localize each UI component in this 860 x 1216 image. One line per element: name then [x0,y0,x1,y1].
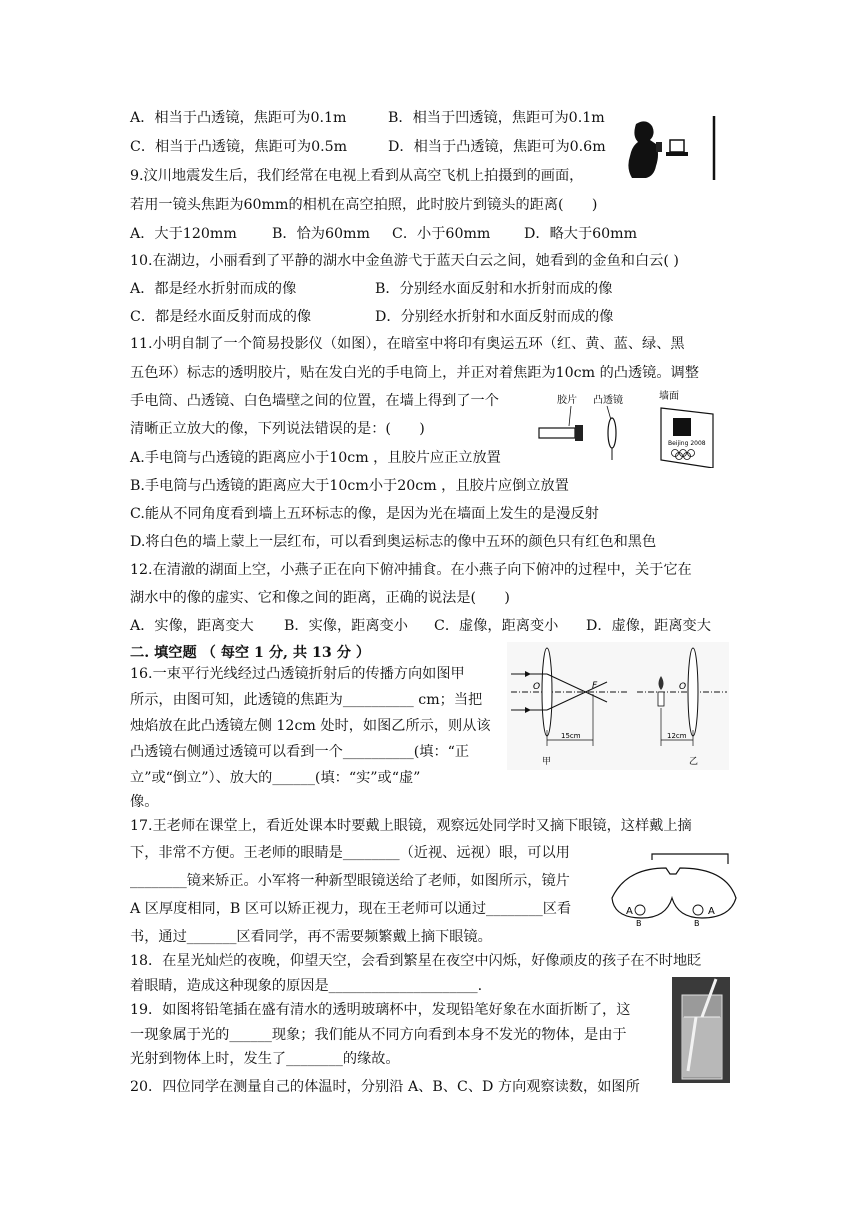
q12-stem-line1: 12.在清澈的湖面上空，小燕子正在向下俯冲捕食。在小燕子向下俯冲的过程中，关于它在 [130,562,692,578]
q16-lens-figure [507,642,729,770]
q18-line2: 着眼睛，造成这种现象的原因是_____________________. [130,978,483,994]
q19-line3: 光射到物体上时，发生了________的缘故。 [130,1051,400,1067]
q11-option-b: B.手电筒与凸透镜的距离应大于10cm小于20cm ，且胶片应倒立放置 [130,478,569,494]
q11-option-c: C.能从不同角度看到墙上五环标志的像，是因为光在墙面上发生的是漫反射 [130,506,599,522]
q11-stem-line2: 五色环）标志的透明胶片，贴在发白光的手电筒上，并正对着焦距为10cm 的凸透镜。调整 [130,365,699,381]
q16-fig-o1: O [533,682,541,692]
q18-line1: 18．在星光灿烂的夜晚，仰望天空，会看到繁星在夜空中闪烁，好像顽皮的孩子在不时地眨 [130,953,702,969]
q10-option-d: D．分别经水折射和水面反射而成的像 [375,309,614,325]
q8-option-b: B．相当于凹透镜，焦距可为0.1m [388,110,605,126]
q12-option-c: C．虚像，距离变小 [434,618,559,634]
q20-line1: 20．四位同学在测量自己的体温时，分别沿 A、B、C、D 方向观察读数，如图所 [130,1079,640,1095]
q19-line2: 一现象属于光的______现象；我们能从不同方向看到本身不发光的物体，是由于 [130,1027,627,1043]
q9-option-d: D．略大于60mm [524,226,638,242]
q10-option-a: A．都是经水折射而成的像 [130,281,297,297]
q11-stem-line3: 手电筒、凸透镜、白色墙壁之间的位置，在墙上得到了一个 [130,393,499,409]
q11-stem-line4: 清晰正立放大的像，下列说法错误的是：( ) [130,421,425,437]
q16-fig-d2: 12cm [667,732,687,740]
q10-stem: 10.在湖边，小丽看到了平静的湖水中金鱼游弋于蓝天白云之间，她看到的金鱼和白云( ) [130,253,679,269]
q9-option-a: A．大于120mm [130,226,237,242]
q17-fig-a-left: A [626,906,633,917]
q17-line5: 书，通过_______区看同学，再不需要频繁戴上摘下眼镜。 [130,929,492,945]
q17-glasses-figure [608,848,738,932]
q9-option-c: C．小于60mm [392,226,491,242]
q12-option-b: B．实像，距离变小 [284,618,408,634]
q9-option-b: B．恰为60mm [272,226,370,242]
q16-fig-jia: 甲 [542,757,552,767]
q8-figure [622,116,718,180]
q11-option-a: A.手电筒与凸透镜的距离应小于10cm ，且胶片应正立放置 [130,450,501,466]
q8-option-d: D．相当于凸透镜，焦距可为0.6m [388,139,606,155]
q12-stem-line2: 湖水中的像的虚实、它和像之间的距离，正确的说法是( ) [130,590,510,606]
q16-line2: 所示，由图可知，此透镜的焦距为__________ cm；当把 [130,692,483,708]
q17-line2: 下，非常不方便。王老师的眼睛是________（近视、远视）眼，可以用 [130,845,570,861]
q11-projector-figure [535,390,730,468]
q17-line4: A 区厚度相同，B 区可以矫正视力，现在王老师可以通过________区看 [130,901,572,917]
q19-pencil-glass-figure [672,977,730,1083]
q8-option-c: C．相当于凸透镜，焦距可为0.5m [130,139,348,155]
q17-fig-b-right: B [694,919,700,928]
q16-line5: 立”或“倒立”）、放大的______(填：“实”或“虚” [130,770,421,786]
q17-fig-a-right: A [708,906,715,917]
q11-label-wall: 墙面 [659,391,679,402]
q11-label-beijing: Beijing 2008 [668,440,706,447]
section-title: 二. 填空题 （ 每空 1 分, 共 13 分 ） [130,645,371,661]
q11-label-lens: 凸透镜 [593,395,623,406]
q16-fig-d1: 15cm [561,732,581,740]
q10-option-c: C．都是经水面反射而成的像 [130,309,312,325]
q11-label-film: 胶片 [557,395,577,406]
q12-option-d: D．虚像，距离变大 [586,618,711,634]
q11-option-d: D.将白色的墙上蒙上一层红布，可以看到奥运标志的像中五环的颜色只有红色和黑色 [130,534,657,550]
q17-line1: 17.王老师在课堂上，看近处课本时要戴上眼镜，观察远处同学时又摘下眼镜，这样戴上摘 [130,818,692,834]
q12-option-a: A．实像，距离变大 [130,618,254,634]
q16-line4: 凸透镜右侧通过透镜可以看到一个__________(填：“正 [130,744,470,760]
q16-fig-f: F [592,681,598,691]
q16-line6: 像。 [130,794,159,810]
q11-stem-line1: 11.小明自制了一个简易投影仪（如图），在暗室中将印有奥运五环（红、黄、蓝、绿、黑 [130,336,685,352]
q8-option-a: A．相当于凸透镜，焦距可为0.1m [130,110,347,126]
q16-line1: 16.一束平行光线经过凸透镜折射后的传播方向如图甲 [130,666,465,682]
q17-line3: ________镜来矫正。小军将一种新型眼镜送给了老师，如图所示，镜片 [130,873,570,889]
q9-stem-line2: 若用一镜头焦距为60mm的相机在高空拍照，此时胶片到镜头的距离( ) [130,197,598,213]
q16-fig-yi: 乙 [689,757,699,767]
q17-fig-b-left: B [636,919,642,928]
q16-fig-o2: O [679,682,687,692]
q9-stem-line1: 9.汶川地震发生后，我们经常在电视上看到从高空飞机上拍摄到的画面， [130,168,584,184]
q10-option-b: B．分别经水面反射和水折射而成的像 [375,281,613,297]
q19-line1: 19．如图将铅笔插在盛有清水的透明玻璃杯中，发现铅笔好象在水面折断了，这 [130,1002,631,1018]
q16-line3: 烛焰放在此凸透镜左侧 12cm 处时，如图乙所示，则从该 [130,718,491,734]
